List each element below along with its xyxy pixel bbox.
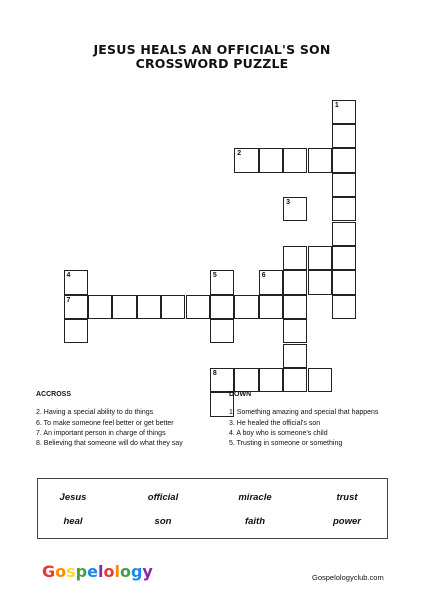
- crossword-cell[interactable]: [161, 295, 185, 319]
- word-bank-item: miracle: [238, 492, 272, 503]
- puzzle-title-line2: CROSSWORD PUZZLE: [135, 56, 289, 71]
- across-clue: 2. Having a special ability to do things: [36, 409, 154, 416]
- crossword-cell[interactable]: [283, 246, 307, 270]
- crossword-cell[interactable]: [332, 124, 356, 148]
- logo-letter: o: [103, 562, 115, 581]
- crossword-cell[interactable]: [332, 100, 356, 124]
- down-clue: 4. A boy who is someone's child: [229, 430, 328, 437]
- crossword-cell[interactable]: [283, 368, 307, 392]
- crossword-cell[interactable]: [210, 295, 234, 319]
- crossword-cell[interactable]: [64, 319, 88, 343]
- logo-letter: s: [66, 562, 76, 581]
- crossword-cell[interactable]: [64, 270, 88, 294]
- word-bank-item: son: [154, 516, 172, 527]
- crossword-cell[interactable]: [283, 197, 307, 221]
- word-bank-item: power: [333, 516, 361, 527]
- logo-letter: l: [97, 562, 104, 581]
- logo-letter: e: [87, 562, 98, 581]
- crossword-cell[interactable]: [308, 246, 332, 270]
- word-bank-item: Jesus: [59, 492, 87, 503]
- crossword-cell[interactable]: [283, 319, 307, 343]
- word-bank-item: heal: [63, 516, 83, 527]
- clue-number: 8: [212, 369, 217, 377]
- crossword-cell[interactable]: [283, 148, 307, 172]
- crossword-cell[interactable]: [308, 270, 332, 294]
- crossword-cell[interactable]: [210, 368, 234, 392]
- crossword-cell[interactable]: [112, 295, 136, 319]
- logo-letter: o: [119, 562, 131, 581]
- down-clue: 1. Something amazing and special that happens: [229, 409, 379, 416]
- across-clue: 8. Believing that someone will do what they say: [36, 440, 183, 447]
- logo-letter: o: [55, 562, 67, 581]
- crossword-cell[interactable]: [332, 246, 356, 270]
- crossword-cell[interactable]: [234, 368, 258, 392]
- crossword-cell[interactable]: [332, 173, 356, 197]
- logo-letter: y: [142, 562, 153, 581]
- logo-letter: l: [114, 562, 120, 581]
- crossword-cell[interactable]: [332, 270, 356, 294]
- clue-number: 3: [286, 199, 290, 207]
- crossword-cell[interactable]: [332, 222, 356, 246]
- crossword-cell[interactable]: [308, 148, 332, 172]
- crossword-cell[interactable]: [210, 270, 234, 294]
- crossword-cell[interactable]: [137, 295, 161, 319]
- crossword-cell[interactable]: [332, 197, 356, 221]
- crossword-cell[interactable]: [64, 295, 88, 319]
- crossword-cell[interactable]: [234, 295, 258, 319]
- crossword-cell[interactable]: [308, 368, 332, 392]
- word-bank-item: trust: [336, 492, 358, 503]
- logo-letter: G: [42, 562, 56, 581]
- clue-number: 6: [261, 272, 266, 280]
- across-clue: 7. An important person in charge of things: [36, 430, 166, 437]
- word-bank: [37, 478, 388, 539]
- crossword-cell[interactable]: [332, 148, 356, 172]
- word-bank-item: faith: [244, 516, 266, 527]
- crossword-cell[interactable]: [259, 270, 283, 294]
- crossword-cell[interactable]: [234, 148, 258, 172]
- logo-letter: g: [130, 562, 143, 581]
- down-clue: 5. Trusting in someone or something: [229, 440, 343, 447]
- crossword-cell[interactable]: [259, 368, 283, 392]
- crossword-cell[interactable]: [283, 270, 307, 294]
- crossword-cell[interactable]: [332, 295, 356, 319]
- crossword-cell[interactable]: [186, 295, 210, 319]
- puzzle-title-line1: JESUS HEALS AN OFFICIAL'S SON: [93, 42, 331, 57]
- crossword-cell[interactable]: [283, 295, 307, 319]
- crossword-cell[interactable]: [259, 295, 283, 319]
- crossword-cell[interactable]: [259, 148, 283, 172]
- down-clue: 3. He healed the official's son: [229, 420, 321, 427]
- logo-letter: p: [75, 562, 88, 581]
- clue-number: 4: [66, 272, 71, 280]
- across-clue: 6. To make someone feel better or get better: [36, 420, 174, 427]
- crossword-cell[interactable]: [88, 295, 112, 319]
- across-heading: ACCROSS: [36, 391, 72, 398]
- clue-number: 7: [66, 296, 71, 304]
- clue-number: 2: [237, 150, 242, 158]
- website-url: Gospelologyclub.com: [312, 573, 384, 582]
- clue-number: 5: [212, 272, 217, 280]
- gospelology-logo: [42, 562, 153, 581]
- word-bank-item: official: [147, 492, 179, 503]
- down-heading: DOWN: [229, 391, 252, 398]
- clue-number: 1: [334, 101, 339, 109]
- crossword-cell[interactable]: [210, 319, 234, 343]
- crossword-cell[interactable]: [283, 344, 307, 368]
